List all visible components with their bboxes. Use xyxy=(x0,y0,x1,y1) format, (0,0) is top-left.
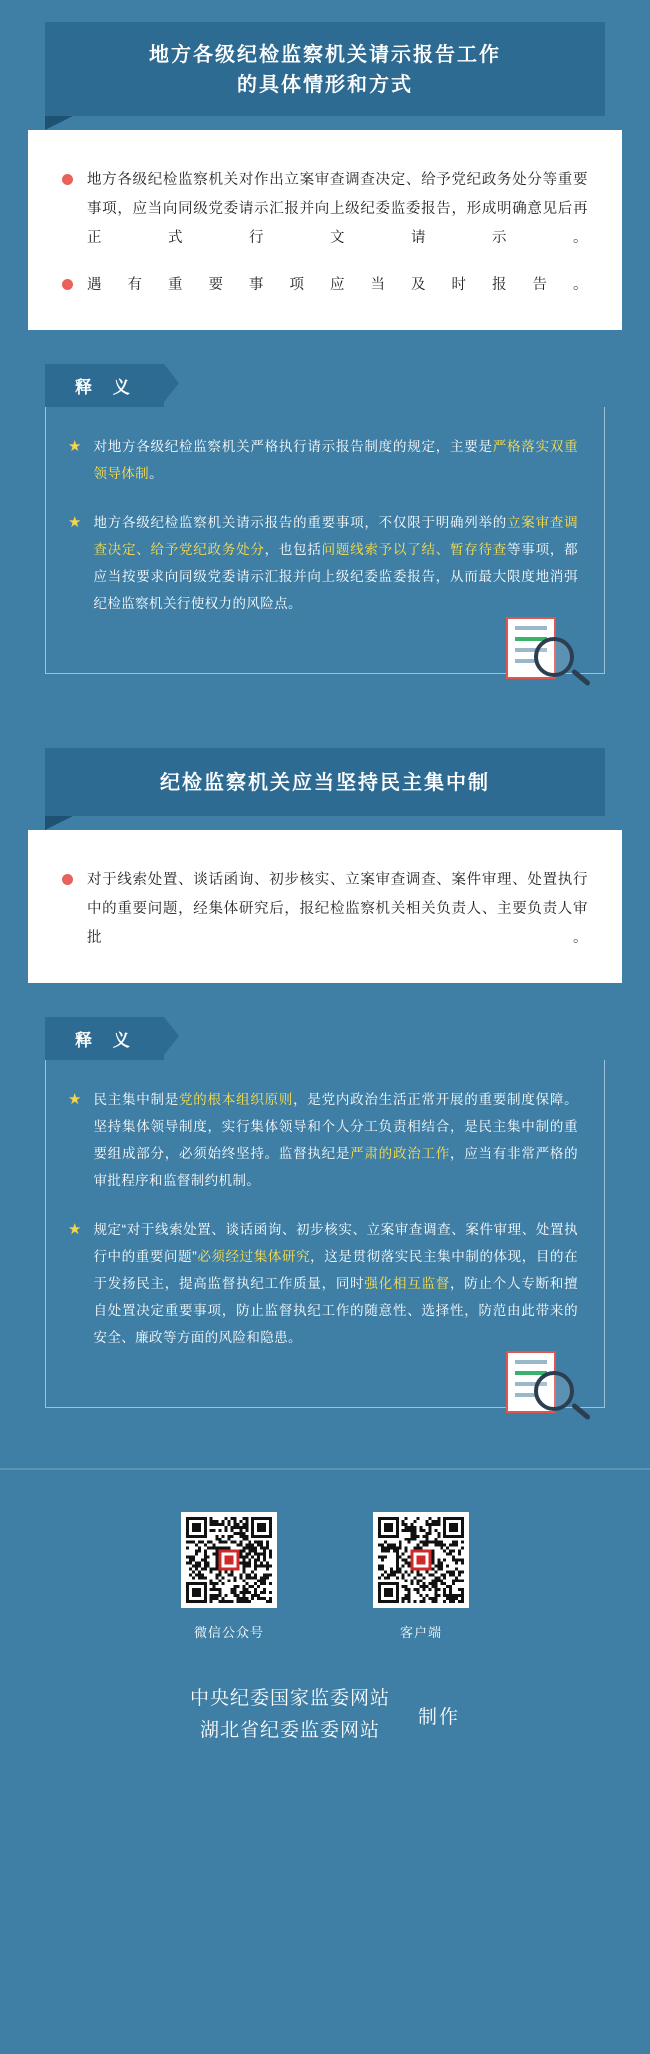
list-item xyxy=(68,1086,578,1194)
star-icon: ★ xyxy=(68,1091,82,1108)
made-by-label: 制作 xyxy=(418,1706,461,1728)
mobile-app-qr[interactable] xyxy=(373,1512,469,1608)
magnifier-icon xyxy=(534,637,574,677)
qr-image xyxy=(378,1517,464,1603)
doc-line xyxy=(515,1360,547,1364)
bullet-text: 遇有重要事项应当及时报告。 xyxy=(87,277,588,293)
magnifier-handle xyxy=(571,1403,591,1421)
star-icon: ★ xyxy=(68,438,82,455)
page-footer xyxy=(0,1470,650,1788)
magnifier-document-icon xyxy=(500,1349,596,1435)
site-names xyxy=(190,1683,390,1748)
explanation-text: 对地方各级纪检监察机关严格执行请示报告制度的规定，主要是严格落实双重领导体制。 xyxy=(93,439,578,481)
section-1 xyxy=(0,22,650,674)
section-1-content-card xyxy=(28,130,622,330)
site-name-central: 中央纪委国家监委网站 xyxy=(189,1688,390,1709)
site-name-hubei: 湖北省纪委监委网站 xyxy=(199,1720,380,1742)
section-2-banner-wrap xyxy=(45,748,605,816)
explanation-tab-label: 释 义 xyxy=(45,1017,164,1060)
explanation-text: 民主集中制是党的根本组织原则，是党内政治生活正常开展的重要制度保障。坚持集体领导制度，实行集体领导和个人分工负责相结合，是民主集中制的重要组成部分，必须始终坚持。监督执纪是严肃的政治工作，应当有非常严格的审批程序和监督制约机制。 xyxy=(93,1092,578,1188)
explanation-body xyxy=(45,1060,605,1408)
banner-fold-corner xyxy=(45,116,73,130)
section-1-title-line2: 的具体情形和方式 xyxy=(237,74,413,96)
magnifier-handle xyxy=(571,669,591,687)
explanation-body xyxy=(45,407,605,674)
bullet-dot-icon xyxy=(62,874,73,885)
explanation-text: 规定“对于线索处置、谈话函询、初步核实、立案审查调查、案件审理、处置执行中的重要问题”必须经过集体研究，这是贯彻落实民主集中制的体现，目的在于发扬民主，提高监督执纪工作质量，同时强化相互监督，防止个人专断和擅自处置决定重要事项，防止监督执纪工作的随意性、选择性，防范由此带来的安全、廉政等方面的风险和隐患。 xyxy=(93,1222,578,1345)
qr-label: 微信公众号 xyxy=(193,1625,264,1640)
list-item xyxy=(62,271,588,300)
section-1-explanation xyxy=(45,364,605,674)
section-2-title-line1: 纪检监察机关应当坚持民主集中制 xyxy=(160,772,490,794)
qr-label: 客户端 xyxy=(399,1625,442,1640)
footer-sites xyxy=(0,1683,650,1748)
section-2-explanation xyxy=(45,1017,605,1408)
list-item xyxy=(68,509,578,617)
bullet-text: 地方各级纪检监察机关对作出立案审查调查决定、给予党纪政务处分等重要事项，应当向同级党委请示汇报并向上级纪委监委报告，形成明确意见后再正式行文请示。 xyxy=(87,172,588,246)
explanation-tab-label: 释 义 xyxy=(45,364,164,407)
banner-fold-corner xyxy=(45,816,73,830)
star-icon: ★ xyxy=(68,514,82,531)
magnifier-icon xyxy=(534,1371,574,1411)
star-icon: ★ xyxy=(68,1221,82,1238)
bullet-dot-icon xyxy=(62,174,73,185)
list-item xyxy=(68,1216,578,1351)
wechat-official-account-qr[interactable] xyxy=(181,1512,277,1608)
list-item xyxy=(62,866,588,953)
doc-line xyxy=(515,659,535,663)
doc-line xyxy=(515,1393,535,1397)
magnifier-document-icon xyxy=(500,615,596,701)
section-2-content-card xyxy=(28,830,622,983)
qr-image xyxy=(186,1517,272,1603)
qr-code-row xyxy=(0,1512,650,1641)
list-item xyxy=(62,166,588,253)
qr-item-app xyxy=(373,1512,469,1641)
explanation-text: 地方各级纪检监察机关请示报告的重要事项，不仅限于明确列举的立案审查调查决定、给予党纪政务处分，也包括问题线索予以了结、暂存待查等事项，都应当按要求向同级党委请示汇报并向上级纪委监委报告，从而最大限度地消弭纪检监察机关行使权力的风险点。 xyxy=(93,515,578,611)
section-1-title xyxy=(45,22,605,116)
section-2 xyxy=(0,748,650,1408)
qr-item-wechat xyxy=(181,1512,277,1641)
bullet-text: 对于线索处置、谈话函询、初步核实、立案审查调查、案件审理、处置执行中的重要问题，经集体研究后，报纪检监察机关相关负责人、主要负责人审批。 xyxy=(87,872,588,946)
section-1-title-line1: 地方各级纪检监察机关请示报告工作 xyxy=(149,44,501,66)
list-item xyxy=(68,433,578,487)
section-1-banner-wrap xyxy=(45,22,605,116)
section-2-title xyxy=(45,748,605,816)
doc-line xyxy=(515,626,547,630)
bullet-dot-icon xyxy=(62,279,73,290)
